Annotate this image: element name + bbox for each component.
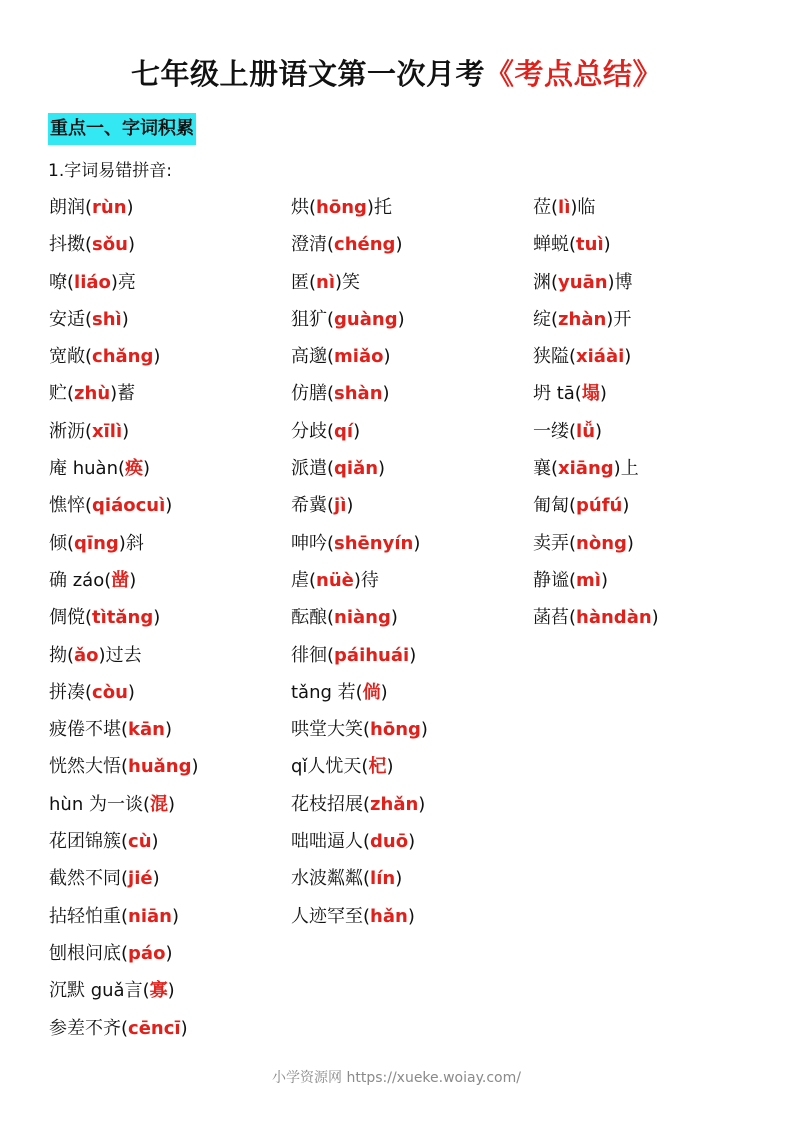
word-item-text: 一缕( xyxy=(533,420,577,442)
word-item-answer: qiǎn xyxy=(334,458,379,480)
word-item-text: 贮( xyxy=(49,383,75,405)
word-item-text: 高邈( xyxy=(291,346,335,368)
word-item-text-end: ) xyxy=(397,308,405,330)
word-item-text-end: )待 xyxy=(353,569,379,591)
word-item-text-end: ) xyxy=(651,607,659,629)
word-item xyxy=(49,525,199,562)
word-item-text: 沉默 guǎ言( xyxy=(49,980,150,1002)
word-item xyxy=(49,674,199,711)
word-item-text: 酝酿( xyxy=(291,607,335,629)
word-item-text-end: ) xyxy=(165,942,173,964)
word-item-text: 庵 huàn( xyxy=(49,458,125,480)
word-item xyxy=(49,375,199,412)
word-item xyxy=(291,674,428,711)
word-item-text: 参差不齐( xyxy=(49,1017,129,1039)
word-item-text: 咄咄逼人( xyxy=(291,831,371,853)
word-item xyxy=(533,413,659,450)
word-item xyxy=(49,301,199,338)
word-item-text-end: ) xyxy=(624,346,632,368)
word-item-answer: shēnyín xyxy=(334,532,414,554)
word-item xyxy=(49,189,199,226)
word-item-text: 莅( xyxy=(533,197,559,218)
word-item-text-end: ) xyxy=(346,495,354,517)
word-item-answer: kān xyxy=(128,719,165,741)
word-item-answer: lín xyxy=(370,868,396,890)
word-item xyxy=(49,711,199,748)
word-item-answer: yuān xyxy=(558,271,608,293)
word-item-text-end: ) xyxy=(126,197,134,218)
word-item-answer: miǎo xyxy=(334,346,384,368)
word-item-text-end: ) xyxy=(180,1017,188,1039)
word-item xyxy=(291,860,428,897)
word-item-text-end: )过去 xyxy=(98,644,142,666)
word-item-text: 拗( xyxy=(49,644,75,666)
word-item xyxy=(49,413,199,450)
word-item-text-end: ) xyxy=(127,234,135,256)
word-item-text-end: ) xyxy=(413,532,421,554)
word-item-text: 憔悴( xyxy=(49,495,93,517)
word-item-answer: qiáocuì xyxy=(92,495,166,517)
word-item xyxy=(291,898,428,935)
word-item-text-end: )托 xyxy=(366,197,392,218)
word-item xyxy=(49,748,199,785)
word-item-text-end: ) xyxy=(600,569,608,591)
word-item xyxy=(291,487,428,524)
word-column-3 xyxy=(533,189,659,637)
page-title-main: 七年级上册语文第一次月考 xyxy=(130,57,485,91)
word-item-answer: 混 xyxy=(149,793,168,815)
word-item-answer: jié xyxy=(128,868,153,890)
word-item-text: 静谧( xyxy=(533,569,577,591)
word-item-text: 襄( xyxy=(533,458,559,480)
word-item-answer: hǎn xyxy=(370,905,408,927)
word-item-text-end: ) xyxy=(121,308,129,330)
word-item xyxy=(291,525,428,562)
word-item-text-end: ) xyxy=(151,831,159,853)
word-item xyxy=(49,860,199,897)
word-item-text: 虐( xyxy=(291,569,317,591)
word-item-answer: chéng xyxy=(334,234,396,256)
word-item-text-end: ) xyxy=(407,905,415,927)
word-item xyxy=(49,823,199,860)
word-item-answer: hōng xyxy=(370,719,421,741)
word-item-answer: tìtǎng xyxy=(92,607,154,629)
word-item xyxy=(291,338,428,375)
word-item xyxy=(291,599,428,636)
word-item xyxy=(49,599,199,636)
word-item-text: 分歧( xyxy=(291,420,335,442)
word-item-answer: jì xyxy=(334,495,347,517)
word-item xyxy=(49,562,199,599)
word-item-text: 烘( xyxy=(291,197,317,218)
word-item-text: 徘徊( xyxy=(291,644,335,666)
word-item-answer: hōng xyxy=(316,197,367,218)
word-item-text-end: ) xyxy=(380,681,388,703)
word-item-answer: lǚ xyxy=(576,420,596,442)
word-item-answer: páihuái xyxy=(334,644,410,666)
word-item-text: 恍然大悟( xyxy=(49,756,129,778)
section-heading: 重点一、字词积累 xyxy=(48,113,196,145)
word-item-text-end: ) xyxy=(622,495,630,517)
word-item xyxy=(291,450,428,487)
word-item-answer: nòng xyxy=(576,532,627,554)
word-item-answer: hàndàn xyxy=(576,607,652,629)
word-item-text: 倜傥( xyxy=(49,607,93,629)
word-item xyxy=(49,786,199,823)
word-item-text: 绽( xyxy=(533,308,559,330)
word-item xyxy=(533,264,659,301)
word-item xyxy=(533,525,659,562)
word-item xyxy=(291,786,428,823)
word-item-text-end: ) xyxy=(395,868,403,890)
word-item-text: 拈轻怕重( xyxy=(49,905,129,927)
word-item-text-end: )临 xyxy=(570,197,596,218)
word-item-text-end: )斜 xyxy=(118,532,144,554)
word-item-text: 抖擞( xyxy=(49,234,93,256)
word-item-text-end: ) xyxy=(418,793,426,815)
word-item-text: 疲倦不堪( xyxy=(49,719,129,741)
word-item-answer: qí xyxy=(334,420,354,442)
word-item-text: 淅沥( xyxy=(49,420,93,442)
word-item-answer: niàng xyxy=(334,607,391,629)
word-item-answer: 倘 xyxy=(362,681,381,703)
word-item-answer: 凿 xyxy=(111,569,130,591)
word-item-answer: zhù xyxy=(74,383,111,405)
word-item xyxy=(291,226,428,263)
word-item-text: 卖弄( xyxy=(533,532,577,554)
word-item xyxy=(291,189,428,226)
word-item xyxy=(49,338,199,375)
word-item-text: 狙犷( xyxy=(291,308,335,330)
word-item xyxy=(291,562,428,599)
word-item xyxy=(533,338,659,375)
word-item-answer: còu xyxy=(92,681,128,703)
word-item-answer: xiāng xyxy=(558,458,614,480)
word-item-answer: zhàn xyxy=(558,308,607,330)
word-item-text: 截然不同( xyxy=(49,868,129,890)
word-item-answer: nüè xyxy=(316,569,354,591)
word-item xyxy=(291,823,428,860)
word-item-answer: huǎng xyxy=(128,756,192,778)
word-item-text: hùn 为一谈( xyxy=(49,793,150,815)
word-item xyxy=(533,487,659,524)
word-item xyxy=(291,413,428,450)
word-item-answer: cēncī xyxy=(128,1017,181,1039)
word-item xyxy=(291,637,428,674)
word-item xyxy=(533,599,659,636)
word-item xyxy=(49,935,199,972)
word-item-answer: shàn xyxy=(334,383,383,405)
word-item xyxy=(49,972,199,1009)
word-item-text: 菡萏( xyxy=(533,607,577,629)
word-item-text-end: )博 xyxy=(607,271,633,293)
word-item-text-end: )亮 xyxy=(110,271,136,293)
word-item-text-end: ) xyxy=(165,495,173,517)
word-item-text-end: )蓄 xyxy=(110,383,136,405)
word-item-text: 澄清( xyxy=(291,234,335,256)
word-item-text-end: ) xyxy=(408,831,416,853)
word-item-answer: 痪 xyxy=(125,458,143,480)
word-item-answer: niān xyxy=(128,905,172,927)
word-item-text: 刨根问底( xyxy=(49,942,129,964)
word-item-text-end: ) xyxy=(167,980,175,1002)
word-item-text-end: ) xyxy=(153,346,161,368)
footer-watermark: 小学资源网 https://xueke.woiay.com/ xyxy=(272,1070,521,1086)
word-item-text: 匿( xyxy=(291,271,317,293)
word-item xyxy=(291,301,428,338)
word-item-text: 安适( xyxy=(49,308,93,330)
word-item xyxy=(533,375,659,412)
word-item-text-end: ) xyxy=(153,607,161,629)
word-item-text-end: ) xyxy=(353,420,361,442)
word-item-answer: zhǎn xyxy=(370,793,419,815)
word-item-answer: 寡 xyxy=(149,980,168,1002)
word-item-answer: chǎng xyxy=(92,346,154,368)
word-item-answer: páo xyxy=(128,942,166,964)
sub-heading: 1.字词易错拼音: xyxy=(48,161,172,181)
page-title xyxy=(0,50,793,98)
word-item-answer: 杞 xyxy=(368,756,387,778)
word-item-answer: duō xyxy=(370,831,409,853)
word-item xyxy=(291,711,428,748)
word-item xyxy=(533,189,659,226)
word-item xyxy=(291,264,428,301)
word-item-answer: guàng xyxy=(334,308,398,330)
word-item-text: 匍匐( xyxy=(533,495,577,517)
word-column-2 xyxy=(291,189,428,935)
word-item xyxy=(533,226,659,263)
word-item-answer: mì xyxy=(576,569,601,591)
word-item-text: tǎng 若( xyxy=(291,681,363,703)
word-item-text-end: ) xyxy=(167,793,175,815)
page-title-highlight: 《考点总结》 xyxy=(485,57,663,91)
word-item-text-end: ) xyxy=(409,644,417,666)
word-item-answer: púfú xyxy=(576,495,623,517)
word-item xyxy=(49,637,199,674)
word-item-text: 蝉蜕( xyxy=(533,234,577,256)
word-column-1 xyxy=(49,189,199,1047)
word-item xyxy=(49,898,199,935)
word-item-answer: sǒu xyxy=(92,234,128,256)
word-item-answer: tuì xyxy=(576,234,604,256)
word-item-text: 花团锦簇( xyxy=(49,831,129,853)
word-item-text-end: )开 xyxy=(606,308,632,330)
word-item xyxy=(291,375,428,412)
word-item-answer: nì xyxy=(316,271,336,293)
word-item-text-end: ) xyxy=(171,905,180,927)
word-item xyxy=(49,1010,199,1047)
word-item-text-end: )上 xyxy=(613,458,639,480)
word-item xyxy=(291,748,428,785)
word-item-text-end: ) xyxy=(626,532,634,554)
word-item-text: 仿膳( xyxy=(291,383,335,405)
word-item-text-end: ) xyxy=(386,756,394,778)
word-item-text: 花枝招展( xyxy=(291,793,371,815)
word-item-text: 坍 tā( xyxy=(533,383,582,405)
word-item-text: 嘹( xyxy=(49,271,75,293)
word-item-text-end: ) xyxy=(382,383,390,405)
word-item-text: 派遣( xyxy=(291,458,335,480)
word-item-text-end: ) xyxy=(390,607,398,629)
word-item-text: 宽敞( xyxy=(49,346,93,368)
word-item-text: 水波粼粼( xyxy=(291,868,371,890)
word-item-answer: xīlì xyxy=(92,420,123,442)
word-item-text-end: ) xyxy=(599,383,607,405)
word-item-text-end: ) xyxy=(122,420,130,442)
word-item-answer: ǎo xyxy=(74,644,99,666)
word-item-text-end: ) xyxy=(383,346,391,368)
word-item-text-end: ) xyxy=(378,458,386,480)
word-item-text-end: ) xyxy=(143,458,151,480)
word-item xyxy=(533,562,659,599)
word-item-text: 狭隘( xyxy=(533,346,577,368)
word-item-text: 哄堂大笑( xyxy=(291,719,371,741)
word-item xyxy=(533,450,659,487)
word-item-answer: qīng xyxy=(74,532,119,554)
word-item-answer: rùn xyxy=(92,197,127,218)
word-item-text-end: ) xyxy=(595,420,603,442)
word-item-text-end: ) xyxy=(603,234,611,256)
word-item-text-end: ) xyxy=(152,868,160,890)
word-item xyxy=(49,450,199,487)
word-item-text-end: ) xyxy=(191,756,199,778)
word-item-text: 希冀( xyxy=(291,495,335,517)
word-item-text: 倾( xyxy=(49,532,75,554)
word-item-answer: xiáài xyxy=(576,346,625,368)
word-item-answer: 塌 xyxy=(581,383,600,405)
word-item-text: 朗润( xyxy=(49,197,93,218)
word-item-text: 拼凑( xyxy=(49,681,93,703)
word-item xyxy=(49,226,199,263)
word-item-answer: shì xyxy=(92,308,122,330)
word-item-text-end: ) xyxy=(420,719,428,741)
word-item-text-end: ) xyxy=(395,234,403,256)
word-item-text: 人迹罕至( xyxy=(291,905,371,927)
word-item-text: qǐ人忧天( xyxy=(291,756,369,778)
word-item-text-end: ) xyxy=(164,719,172,741)
word-item-text-end: )笑 xyxy=(335,271,361,293)
word-item-text: 渊( xyxy=(533,271,559,293)
word-item-text: 呻吟( xyxy=(291,532,335,554)
word-item-text-end: ) xyxy=(129,569,137,591)
word-item-answer: cù xyxy=(128,831,152,853)
word-item xyxy=(49,264,199,301)
word-item xyxy=(533,301,659,338)
word-item-answer: lì xyxy=(558,197,571,218)
word-item-answer: liáo xyxy=(74,271,111,293)
word-item xyxy=(49,487,199,524)
word-item-text: 确 záo( xyxy=(49,569,112,591)
word-item-text-end: ) xyxy=(127,681,135,703)
